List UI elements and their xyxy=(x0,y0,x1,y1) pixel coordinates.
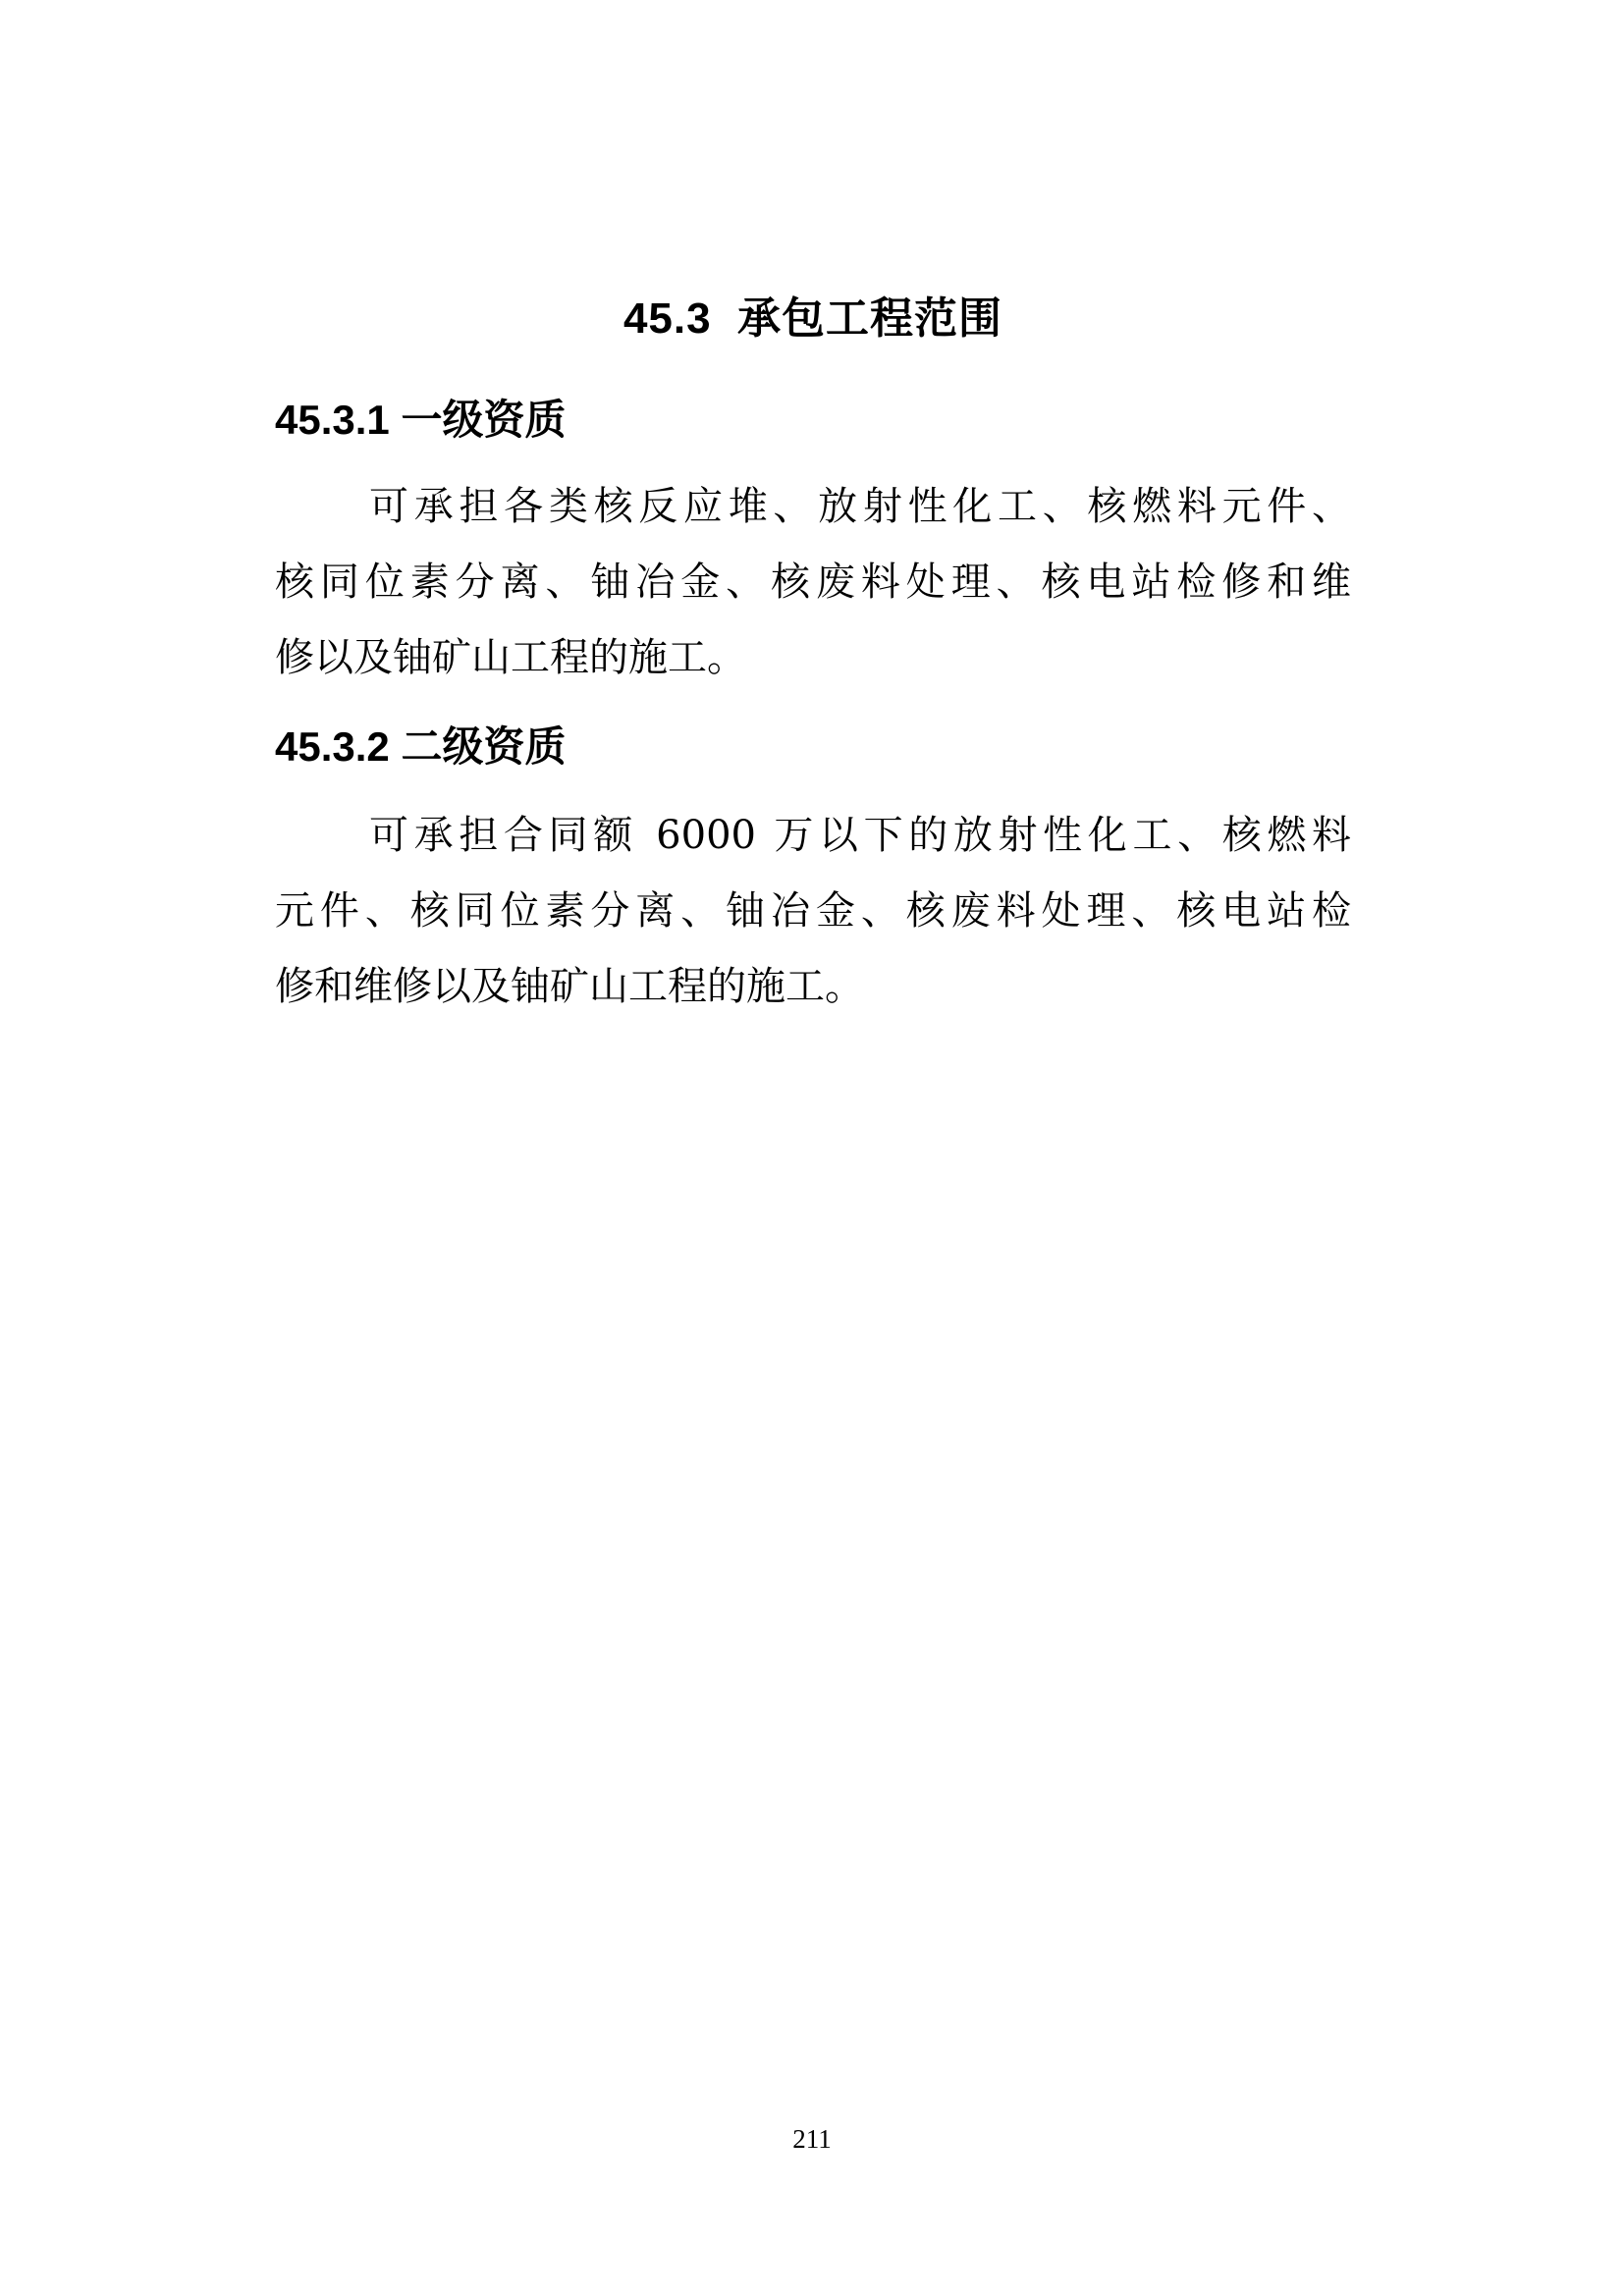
paragraph-line: 核同位素分离、铀冶金、核废料处理、核电站检修和维 xyxy=(275,560,1351,605)
page-number: 211 xyxy=(792,2124,832,2154)
section-title: 45.3 承包工程范围 xyxy=(623,294,1003,343)
subsection-heading-level1-qualification: 45.3.1 一级资质 xyxy=(275,397,567,443)
paragraph-line: 可承担各类核反应堆、放射性化工、核燃料元件、 xyxy=(369,484,1351,529)
paragraph-line: 修和维修以及铀矿山工程的施工。 xyxy=(275,964,864,1009)
paragraph-level1-scope xyxy=(275,469,1351,696)
paragraph-line: 可承担合同额 6000 万以下的放射性化工、核燃料 xyxy=(369,813,1351,858)
subsection-heading-level2-qualification: 45.3.2 二级资质 xyxy=(275,723,567,770)
page-content xyxy=(275,0,1351,1025)
paragraph-line: 修以及铀矿山工程的施工。 xyxy=(275,635,746,680)
paragraph-level2-scope xyxy=(275,798,1351,1025)
paragraph-line: 元件、核同位素分离、铀冶金、核废料处理、核电站检 xyxy=(275,888,1351,934)
